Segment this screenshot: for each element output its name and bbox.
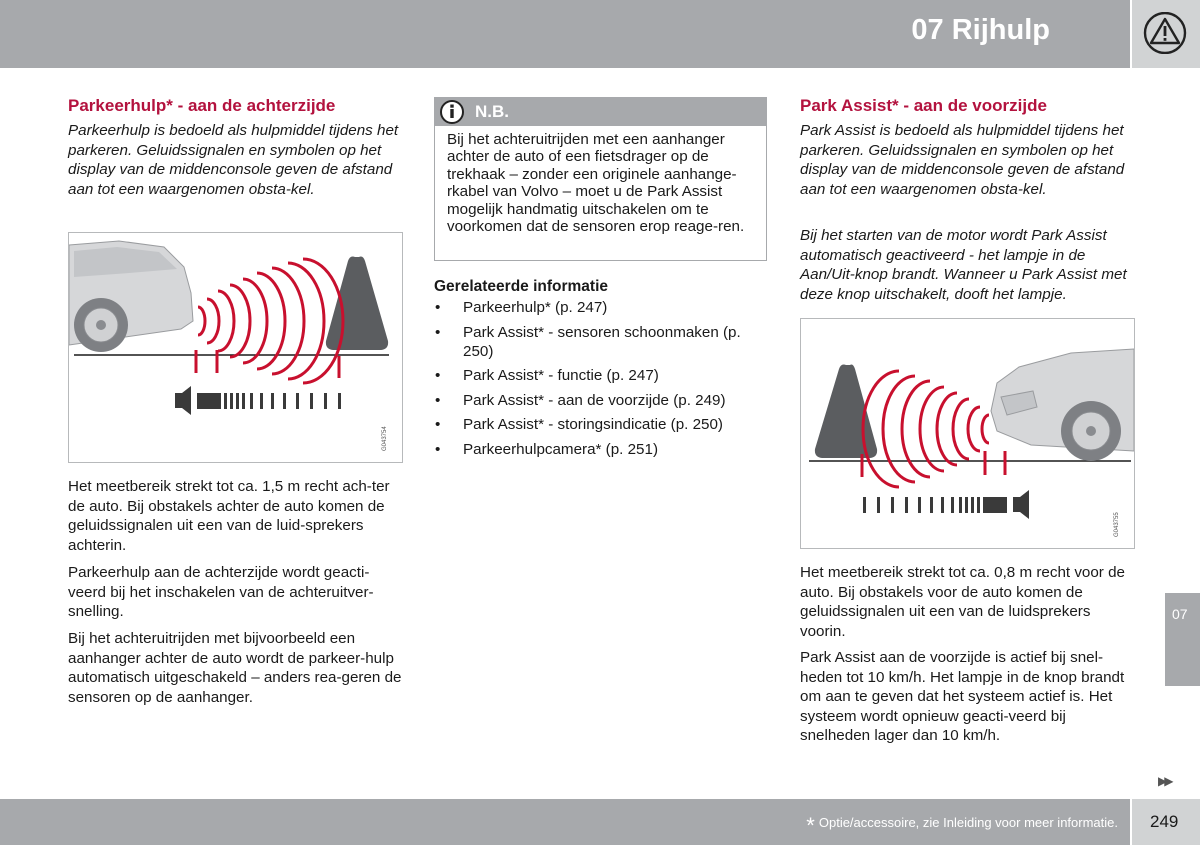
note-text: Bij het achteruitrijden met een aanhanger achter de auto of een fietsdrager op de trekhaak – zonder een originele aanhange-rkabel van Volvo – moet u de Park Assist mogelijk handmatig uitschakelen om te voorkomen dat de sensoren erop reage-ren. [447,131,745,236]
front-activation-intro: Bij het starten van de motor wordt Park Assist automatisch geactiveerd - het lampje in de Aan/Uit-knop brandt. Wanneer u Park Assist met deze knop uitschakelt, dooft het lampje. [800,227,1127,303]
front-speed-text: Park Assist aan de voorzijde is actief bij snel-heden tot 10 km/h. Het lampje in de knop brandt om aan te geven dat het systeem actief is. Het systeem wordt opnieuw geacti-veerd bij snelheden lager dan 10 km/h. [800,649,1125,744]
related-link[interactable]: Park Assist* - storingsindicatie (p. 250) [463,416,723,433]
note-label: N.B. [475,102,509,121]
rear-trailer-text: Bij het achteruitrijden met bijvoorbeeld een aanhanger achter de auto wordt de parkeer-hulp automatisch uitgeschakeld – anders rea-geren de sensoren op de aanhanger. [68,630,402,706]
figure-code: G043754 [382,426,388,451]
page-number: 249 [1150,812,1179,831]
chapter-header [0,0,1130,68]
rear-intro-text: Parkeerhulp is bedoeld als hulpmiddel tijdens het parkeren. Geluidssignalen en symbolen op het display van de middenconsole geven de afstand aan tot een waargenomen obsta-kel. [68,122,399,198]
footer-note-text: Optie/accessoire, zie Inleiding voor meer informatie. [818,815,1118,830]
double-arrow-right-icon: ▶▶ [1158,774,1171,788]
note-box [434,97,767,261]
front-range-text: Het meetbereik strekt tot ca. 0,8 m recht voor de auto. Bij obstakels voor de auto komen de geluidssignalen uit een van de luidsprekers voorin. [800,564,1125,640]
related-link[interactable]: Parkeerhulp* (p. 247) [463,299,608,316]
rear-parking-heading: Parkeerhulp* - aan de achterzijde [68,96,336,115]
page-footer [0,799,1130,845]
related-info-heading: Gerelateerde informatie [434,278,609,295]
rear-car-diagram [69,233,402,462]
rear-activation-text: Parkeerhulp aan de achterzijde wordt geacti-veerd bij het inschakelen van de achteruitver-snelling. [68,564,374,620]
figure-code: G043755 [1114,512,1120,537]
related-link[interactable]: Parkeerhulpcamera* (p. 251) [463,440,659,458]
warning-box [1132,0,1200,68]
front-sensor-illustration [800,318,1135,549]
list-item[interactable]: • Parkeerhulpcamera* (p. 251) [435,440,659,458]
related-link[interactable]: Park Assist* - aan de voorzijde (p. 249) [463,391,726,409]
related-info-list [434,298,764,464]
front-intro-text: Park Assist is bedoeld als hulpmiddel tijdens het parkeren. Geluidssignalen en symbolen op het display van de middenconsole geven de afstand aan tot een waargenomen obsta-kel. [800,122,1125,198]
rear-range-text: Het meetbereik strekt tot ca. 1,5 m recht ach-ter de auto. Bij obstakels achter de auto komen de geluidssignalen uit een van de luid-sprekers achterin. [68,478,390,554]
warning-triangle-icon [1142,12,1188,54]
asterisk: * [806,813,815,838]
chapter-side-tab[interactable] [1165,593,1200,686]
front-parking-heading: Park Assist* - aan de voorzijde [800,96,1047,115]
list-item[interactable]: • Park Assist* - functie (p. 247) [435,367,659,384]
list-item[interactable]: • Park Assist* - sensoren schoonmaken (p. 250) [435,323,741,360]
page-number-box [1132,799,1200,845]
footer-note [806,813,1118,839]
list-item[interactable]: • Park Assist* - storingsindicatie (p. 250) [435,416,723,433]
related-link[interactable]: Park Assist* - functie (p. 247) [463,367,659,384]
info-icon [438,99,466,125]
chapter-title: 07 Rijhulp [911,14,1050,46]
related-link[interactable]: Park Assist* - sensoren schoonmaken (p. 250) [463,323,741,360]
front-car-diagram [801,319,1134,548]
note-header [435,98,766,126]
list-item[interactable]: • Parkeerhulp* (p. 247) [435,299,608,316]
rear-sensor-illustration [68,232,403,463]
list-item[interactable]: • Park Assist* - aan de voorzijde (p. 249) [435,391,726,409]
side-tab-label: 07 [1172,606,1188,622]
